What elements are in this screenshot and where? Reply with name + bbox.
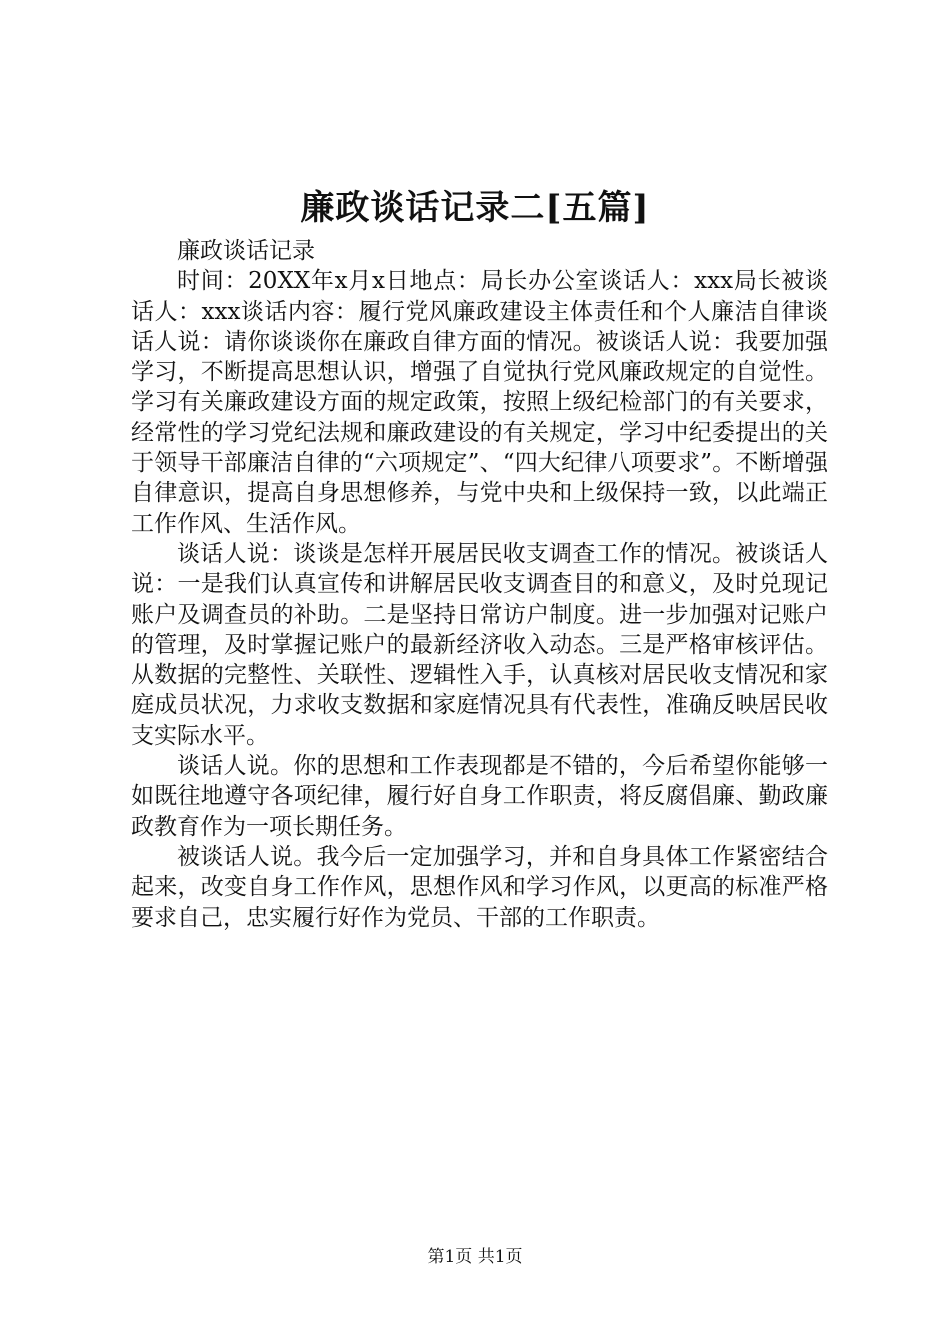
paragraph: 谈话人说：谈谈是怎样开展居民收支调查工作的情况。被谈话人说：一是我们认真宣传和讲解居民收支调查目的和意义，及时兑现记账户及调查员的补助。二是坚持日常访户制度。进一步加强对记账户的管理，及时掌握记账户的最新经济收入动态。三是严格审核评估。从数据的完整性、关联性、逻辑性入手，认真核对居民收支情况和家庭成员状况，力求收支数据和家庭情况具有代表性，准确反映居民收支实际水平。 bbox=[131, 540, 828, 749]
page-number-footer: 第1页 共1页 bbox=[427, 1247, 523, 1267]
document-body bbox=[131, 236, 828, 933]
paragraph: 谈话人说。你的思想和工作表现都是不错的，今后希望你能够一如既往地遵守各项纪律，履行好自身工作职责，将反腐倡廉、勤政廉政教育作为一项长期任务。 bbox=[131, 753, 828, 840]
document-title: 廉政谈话记录二[五篇] bbox=[300, 188, 650, 228]
paragraph: 时间：20XX年x月x日地点：局长办公室谈话人：xxx局长被谈话人：xxx谈话内容：履行党风廉政建设主体责任和个人廉洁自律谈话人说：请你谈谈你在廉政自律方面的情况。被谈话人说：我要加强学习，不断提高思想认识，增强了自觉执行党风廉政规定的自觉性。学习有关廉政建设方面的规定政策，按照上级纪检部门的有关要求，经常性的学习党纪法规和廉政建设的有关规定，学习中纪委提出的关于领导干部廉洁自律的“六项规定”、“四大纪律八项要求”。不断增强自律意识，提高自身思想修养，与党中央和上级保持一致，以此端正工作作风、生活作风。 bbox=[131, 268, 828, 537]
paragraph-heading: 廉政谈话记录 bbox=[177, 238, 315, 264]
paragraph: 被谈话人说。我今后一定加强学习，并和自身具体工作紧密结合起来，改变自身工作作风，思想作风和学习作风，以更高的标准严格要求自己，忠实履行好作为党员、干部的工作职责。 bbox=[131, 843, 828, 931]
